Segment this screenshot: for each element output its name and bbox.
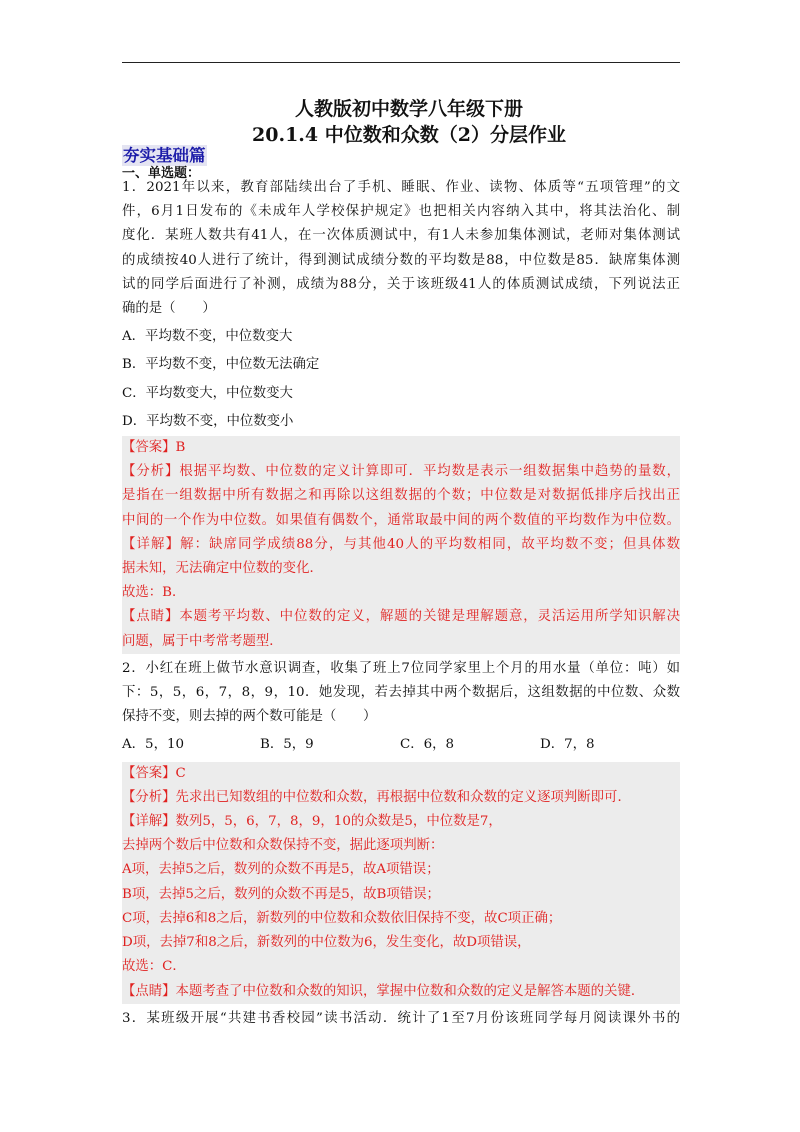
q2-detail: B项，去掉5之后，数列的众数不再是5，故B项错误； xyxy=(122,886,440,902)
q1-answer-block xyxy=(122,436,680,654)
title-block xyxy=(0,96,800,148)
section-subhead: 一、单选题： xyxy=(122,166,201,181)
q2-option-b: B．5，9 xyxy=(260,737,314,753)
q1-choice: 故选：B． xyxy=(122,585,186,601)
q2-comment: 【点睛】本题考查了中位数和众数的知识，掌握中位数和众数的定义是解答本题的关键． xyxy=(122,983,645,999)
q2-analysis: 【分析】先求出已知数组的中位数和众数，再根据中位数和众数的定义逐项判断即可． xyxy=(122,789,631,805)
question-1 xyxy=(122,176,680,434)
page-title: 人教版初中数学八年级下册 xyxy=(294,98,523,120)
q2-option-a: A．5，10 xyxy=(122,737,185,753)
q2-answer: 【答案】C xyxy=(122,765,186,781)
q2-option-d: D．7，8 xyxy=(540,737,595,753)
q2-line: 保持不变，则去掉的两个数可能是（ ） xyxy=(122,709,377,725)
q2-detail: 去掉两个数后中位数和众数保持不变，据此逐项判断： xyxy=(122,838,444,854)
q2-option-c: C．6，8 xyxy=(400,737,455,753)
q1-line: 确的是（ ） xyxy=(122,301,216,317)
q1-detail: 据未知，无法确定中位数的变化． xyxy=(122,561,323,577)
q2-choice: 故选：C． xyxy=(122,959,186,975)
q1-line: 试的同学后面进行了补测，成绩为88分，关于该班级41人的体质测试成绩，下列说法正 xyxy=(122,276,680,292)
q1-answer: 【答案】B xyxy=(122,440,186,456)
q1-analysis: 【分析】根据平均数、中位数的定义计算即可．平均数是表示一组数据集中趋势的量数， xyxy=(122,464,680,480)
q2-detail: A项，去掉5之后，数列的众数不再是5，故A项错误； xyxy=(122,862,440,878)
q1-option-a: A．平均数不变，中位数变大 xyxy=(122,329,293,345)
q1-comment: 【点睛】本题考平均数、中位数的定义，解题的关键是理解题意，灵活运用所学知识解决 xyxy=(122,609,680,625)
q3-line: 3．某班级开展“共建书香校园”读书活动．统计了1至7月份该班同学每月阅读课外书的 xyxy=(122,1010,680,1026)
q1-comment: 问题，属于中考常考题型． xyxy=(122,633,283,649)
q1-line: 1．2021年以来，教育部陆续出台了手机、睡眠、作业、读物、体质等“五项管理”的文 xyxy=(122,180,680,195)
q1-line: 件，6月1日发布的《未成年人学校保护规定》也把相关内容纳入其中，将其法治化、制 xyxy=(122,204,680,220)
question-content xyxy=(122,176,680,1031)
q2-answer-block xyxy=(122,762,680,1004)
q2-options xyxy=(122,733,680,757)
q1-line: 度化．某班人数共有41人，在一次体质测试中，有1人未参加集体测试，老师对集体测试 xyxy=(122,228,680,244)
header-rule xyxy=(122,62,680,63)
q1-analysis: 中间的一个作为中位数。如果值有偶数个，通常取最中间的两个数值的平均数作为中位数。 xyxy=(122,512,680,528)
q1-option-d: D．平均数不变，中位数变小 xyxy=(122,413,294,429)
question-2 xyxy=(122,657,680,758)
page-subtitle: 20.1.4 中位数和众数（2）分层作业 xyxy=(252,124,566,146)
q1-detail: 【详解】解：缺席同学成绩88分，与其他40人的平均数相同，故平均数不变；但具体数 xyxy=(122,536,680,552)
q2-line: 2．小红在班上做节水意识调查，收集了班上7位同学家里上个月的用水量（单位：吨）如 xyxy=(122,660,680,676)
section-tag: 夯实基础篇 xyxy=(123,146,206,165)
question-3 xyxy=(122,1007,680,1031)
q2-detail: 【详解】数列5，5，6，7，8，9，10的众数是5，中位数是7， xyxy=(122,814,502,830)
q1-analysis: 是指在一组数据中所有数据之和再除以这组数据的个数；中位数是对数据低排序后找出正 xyxy=(122,488,680,504)
q1-line: 的成绩按40人进行了统计，得到测试成绩分数的平均数是88，中位数是85．缺席集体测 xyxy=(122,252,680,268)
q2-line: 下：5，5，6，7，8，9，10．她发现，若去掉其中两个数据后，这组数据的中位数、众数 xyxy=(122,685,680,701)
q1-option-c: C．平均数变大，中位数变大 xyxy=(122,385,293,401)
q2-detail: D项，去掉7和8之后，新数列的中位数为6，发生变化，故D项错误， xyxy=(122,935,531,951)
q2-detail: C项，去掉6和8之后，新数列的中位数和众数依旧保持不变，故C项正确； xyxy=(122,910,562,926)
q1-option-b: B．平均数不变，中位数无法确定 xyxy=(122,357,320,373)
